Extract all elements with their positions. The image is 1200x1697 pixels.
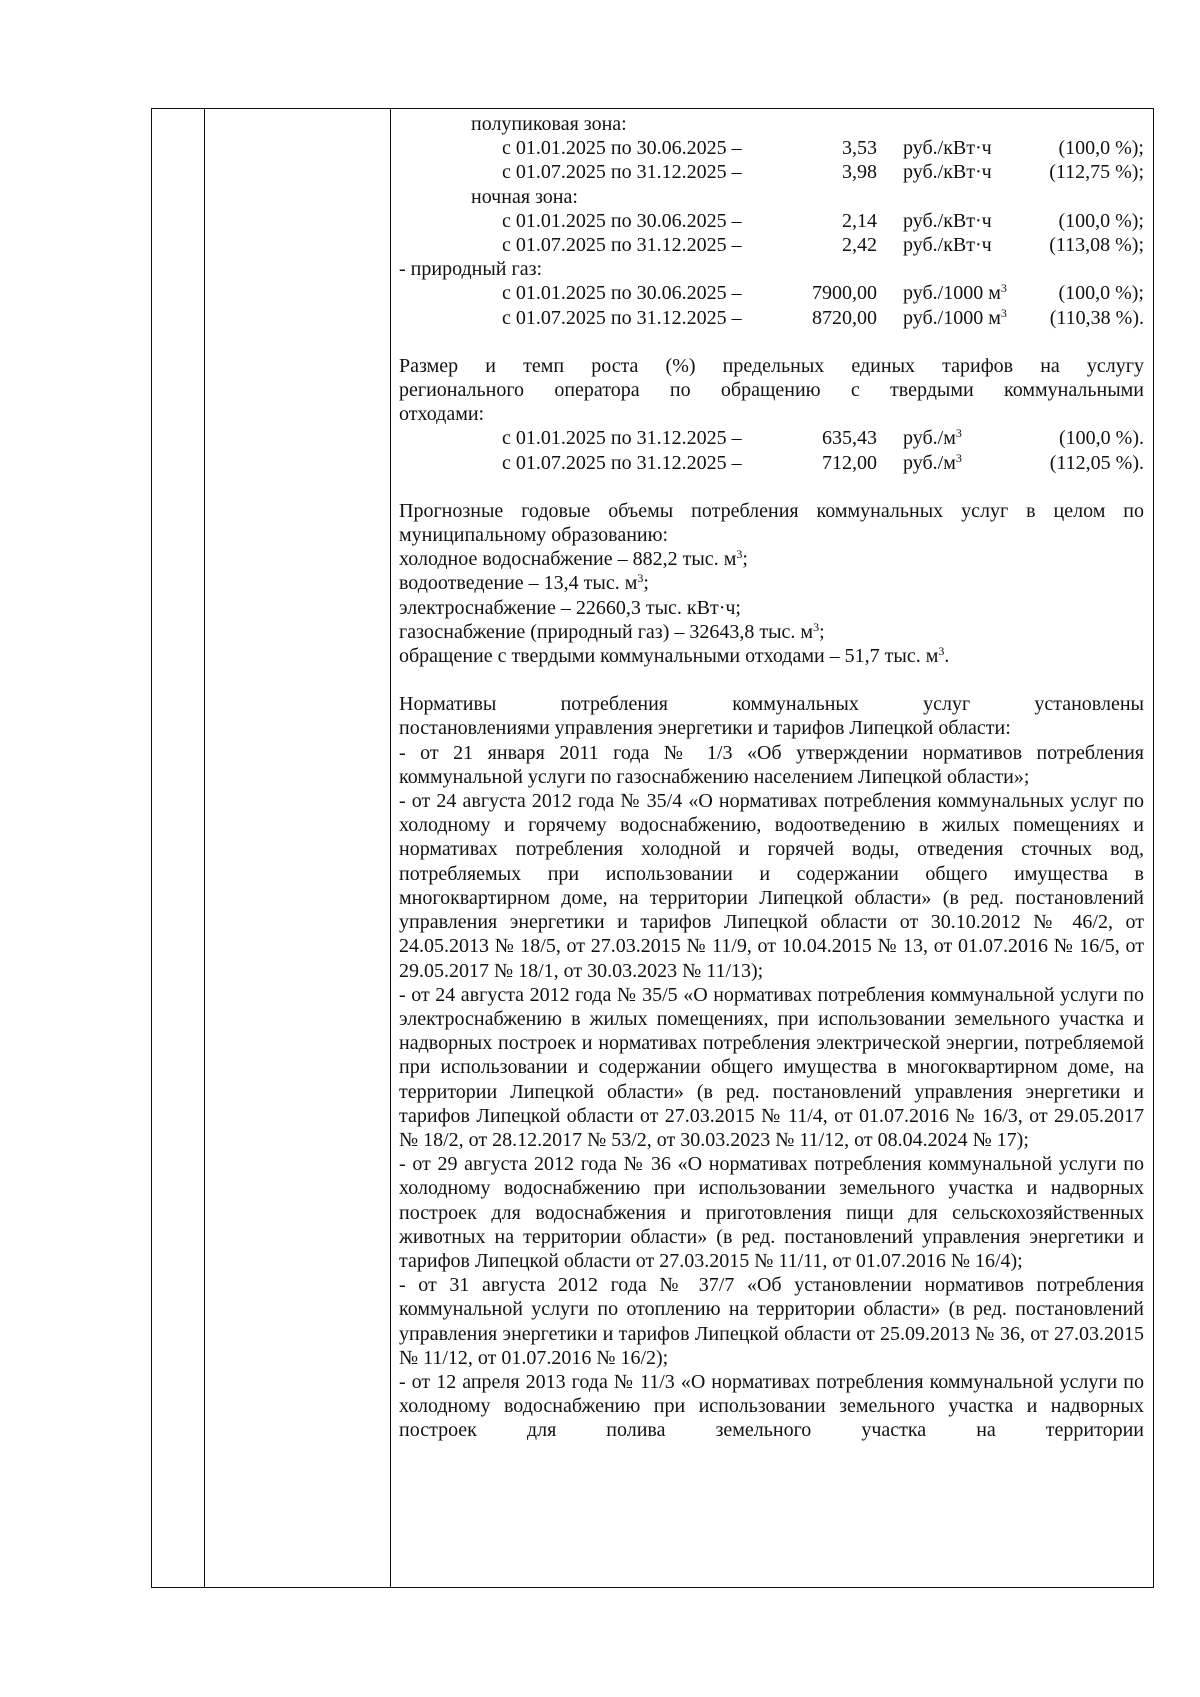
tariff-row: с 01.07.2025 по 31.12.2025 – 8720,00 руб./1000 $м^3$ (110,38 %).: [502, 305, 1144, 329]
volume-item: холодное водоснабжение – 882,2 тыс. $м^3$;: [399, 547, 748, 571]
volume-item: газоснабжение (природный газ) – 32643,8 тыс. $м^3$;: [399, 619, 825, 643]
waste-paragraph-line: Размер и темп роста (%) предельных единых тарифов на услугу: [399, 354, 1144, 377]
semi-peak-label: полупиковая зона:: [471, 113, 627, 135]
gas-label: - природный газ:: [399, 258, 543, 281]
column-divider-1: [204, 109, 205, 1587]
norms-paragraph-line: постановлениями управления энергетики и тарифов Липецкой области:: [399, 717, 1011, 740]
tariff-row: с 01.01.2025 по 30.06.2025 – 3,53 руб./кВт·ч (100,0 %);: [502, 137, 1144, 160]
volume-item: обращение с твердыми коммунальными отходами – 51,7 тыс. $м^3$.: [399, 644, 950, 668]
norm-item: - от 24 августа 2012 года № 35/5 «О нормативах потребления коммунальной услуги по электроснабжению в жилых помещениях, при использовании земельного участка и надворных построек и нормативах потребления электрической энергии, потребляемой при использовании и содержании общего имущества в многоквартирном доме, на территории Липецкой области» (в ред. постановлений управления энергетики и тарифов Липецкой области от 27.03.2015 № 11/4, от 01.07.2016 № 16/3, от 29.05.2017 № 18/2, от 28.12.2017 № 53/2, от 30.03.2023 № 11/12, от 08.04.2024 № 17);: [399, 983, 1144, 1151]
volumes-paragraph-line: Прогнозные годовые объемы потребления коммунальных услуг в целом по: [399, 499, 1144, 522]
norm-item: - от 24 августа 2012 года № 35/4 «О нормативах потребления коммунальных услуг по холодному и горячему водоснабжению, водоотведению в жилых помещениях и нормативах потребления холодной и горячей воды, отведения сточных вод, потребляемых при использовании и содержании общего имущества в многоквартирном доме, на территории Липецкой области» (в ред. постановлений управления энергетики и тарифов Липецкой области от 30.10.2012 № 46/2, от 24.05.2013 № 18/5, от 27.03.2015 № 11/9, от 10.04.2015 № 13, от 01.07.2016 № 16/5, от 29.05.2017 № 18/1, от 30.03.2023 № 11/13);: [399, 790, 1144, 982]
column-divider-2: [390, 109, 391, 1587]
tariff-row: с 01.07.2025 по 31.12.2025 – 3,98 руб./кВт·ч (112,75 %);: [502, 161, 1144, 184]
tariff-row: с 01.07.2025 по 31.12.2025 – 712,00 $руб./м^3$ (112,05 %).: [502, 450, 1144, 474]
document-table: [151, 108, 1154, 1588]
tariff-row: с 01.01.2025 по 30.06.2025 – 2,14 руб./кВт·ч (100,0 %);: [502, 209, 1144, 232]
waste-paragraph-line: отходами:: [399, 403, 485, 426]
waste-paragraph-line: регионального оператора по обращению с твердыми коммунальными: [399, 379, 1144, 402]
tariff-row: с 01.01.2025 по 30.06.2025 – 7900,00 руб./1000 $м^3$ (100,0 %);: [502, 281, 1144, 305]
tariff-row: с 01.07.2025 по 31.12.2025 – 2,42 руб./кВт·ч (113,08 %);: [502, 234, 1144, 257]
volume-item: электроснабжение – 22660,3 тыс. кВт·ч;: [399, 596, 741, 619]
norm-item: - от 31 августа 2012 года № 37/7 «Об установлении нормативов потребления коммунальной услуги по отоплению на территории области» (в ред. постановлений управления энергетики и тарифов Липецкой области от 25.09.2013 № 36, от 27.03.2015 № 11/12, от 01.07.2016 № 16/2);: [399, 1274, 1144, 1369]
tariff-row: с 01.01.2025 по 31.12.2025 – 635,43 $руб./м^3$ (100,0 %).: [502, 426, 1144, 450]
norm-item: - от 12 апреля 2013 года № 11/3 «О нормативах потребления коммунальной услуги по холодному водоснабжению при использовании земельного участка и надворных построек для полива земельного участка на территории: [399, 1370, 1144, 1442]
volumes-paragraph-line: муниципальному образованию:: [399, 524, 669, 547]
table-cell-content: [399, 112, 1144, 1443]
norms-paragraph-line: Нормативы потребления коммунальных услуг установлены: [399, 693, 1144, 716]
norm-item: - от 29 августа 2012 года № 36 «О нормативах потребления коммунальной услуги по холодному водоснабжению при использовании земельного участка и надворных построек для водоснабжения и приготовления пищи для сельскохозяйственных животных на территории области» (в ред. постановлений управления энергетики и тарифов Липецкой области от 27.03.2015 № 11/11, от 01.07.2016 № 16/4);: [399, 1153, 1144, 1272]
volume-item: водоотведение – 13,4 тыс. $м^3$;: [399, 571, 649, 595]
night-zone-label: ночная зона:: [471, 185, 578, 208]
norm-item: - от 21 января 2011 года № 1/3 «Об утверждении нормативов потребления коммунальной услуги по газоснабжению населением Липецкой области»;: [399, 741, 1144, 788]
